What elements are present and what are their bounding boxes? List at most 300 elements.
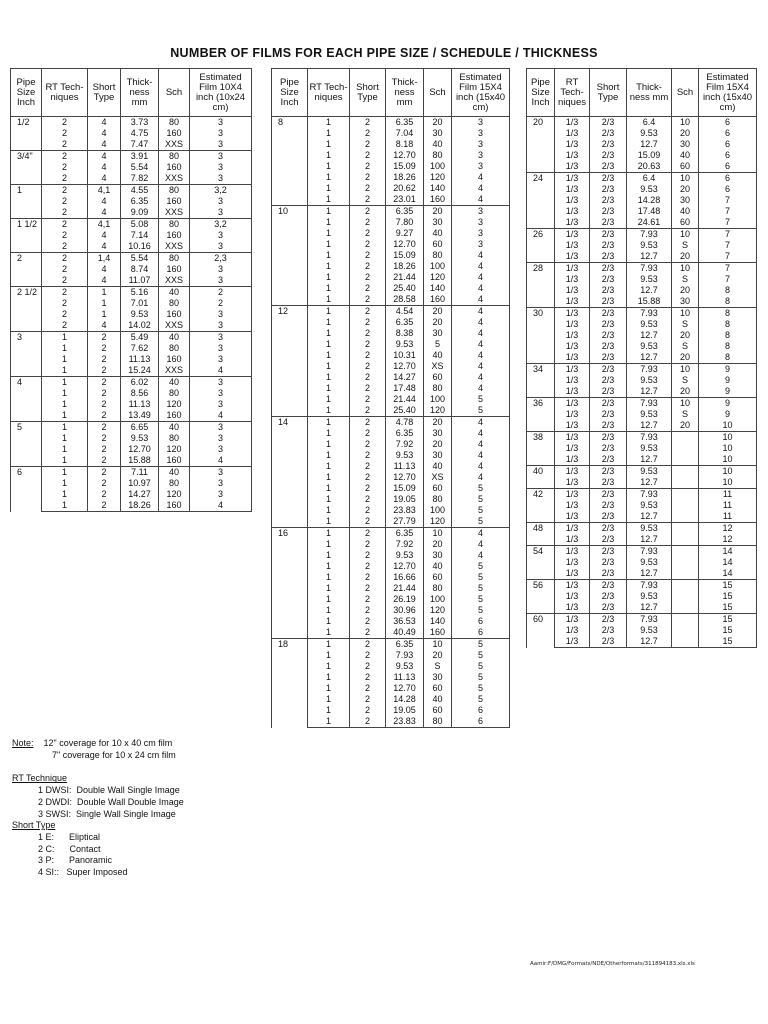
schedule-cell: 60 <box>424 572 452 583</box>
rt-technique-cell: 1 <box>308 294 350 306</box>
schedule-cell: 80 <box>159 388 190 399</box>
short-type-cell: 2 <box>88 478 121 489</box>
thickness-cell: 7.93 <box>627 489 672 501</box>
table-row <box>272 650 510 661</box>
thickness-cell: 21.44 <box>386 272 424 283</box>
film-count-cell: 3 <box>190 444 252 455</box>
thickness-cell: 7.14 <box>121 230 159 241</box>
table-row <box>272 139 510 150</box>
thickness-cell: 8.56 <box>121 388 159 399</box>
table-row <box>11 354 252 365</box>
thickness-cell: 7.92 <box>386 539 424 550</box>
schedule-cell: 10 <box>672 364 699 376</box>
short-type-cell: 2/3 <box>590 580 627 592</box>
pipe-table-small <box>10 68 252 512</box>
film-count-cell: 4 <box>452 472 510 483</box>
table-row <box>272 494 510 505</box>
short-type-cell: 2/3 <box>590 308 627 320</box>
thickness-cell: 7.93 <box>627 229 672 241</box>
table-row <box>527 274 757 285</box>
rt-technique-cell: 1 <box>308 605 350 616</box>
film-count-cell: 3 <box>452 206 510 218</box>
short-type-cell: 2 <box>350 494 386 505</box>
pipe-size-header: Pipe Size Inch <box>272 69 308 117</box>
short-type-cell: 2 <box>350 716 386 728</box>
rt-technique-cell: 1 <box>308 317 350 328</box>
film-count-cell: 4 <box>452 350 510 361</box>
film-count-cell: 4 <box>452 539 510 550</box>
rt-technique-cell: 1/3 <box>555 229 590 241</box>
table-row <box>11 298 252 309</box>
thickness-cell: 7.93 <box>627 398 672 410</box>
film-count-cell: 5 <box>452 405 510 417</box>
rt-technique-cell: 1/3 <box>555 195 590 206</box>
schedule-cell: 10 <box>672 117 699 129</box>
film-count-cell: 6 <box>452 705 510 716</box>
short-type-cell: 2/3 <box>590 443 627 454</box>
schedule-cell: 80 <box>159 185 190 197</box>
table-row <box>11 128 252 139</box>
thickness-cell: 9.53 <box>627 184 672 195</box>
thickness-cell: 7.93 <box>627 614 672 626</box>
schedule-cell: 20 <box>672 420 699 432</box>
rt-technique-cell: 1/3 <box>555 636 590 648</box>
film-count-cell: 6 <box>699 161 757 173</box>
film-count-cell: 4 <box>452 439 510 450</box>
pipe-size-cell: 60 <box>527 614 555 648</box>
short-type-cell: 2 <box>350 139 386 150</box>
schedule-cell <box>672 443 699 454</box>
short-type-cell: 2 <box>350 217 386 228</box>
short-type-cell: 2/3 <box>590 625 627 636</box>
pipe-size-cell: 42 <box>527 489 555 523</box>
thickness-cell: 15.09 <box>386 161 424 172</box>
table-row <box>527 341 757 352</box>
thickness-cell: 40.49 <box>386 627 424 639</box>
short-type-cell: 2/3 <box>590 614 627 626</box>
schedule-cell: 10 <box>672 308 699 320</box>
table-row <box>527 534 757 546</box>
table-row <box>527 443 757 454</box>
short-type-cell: 2/3 <box>590 568 627 580</box>
film-count-cell: 6 <box>699 184 757 195</box>
rt-technique-cell: 1 <box>308 239 350 250</box>
thickness-cell: 6.35 <box>386 639 424 651</box>
schedule-cell <box>672 500 699 511</box>
short-type-header: Short Type <box>350 69 386 117</box>
schedule-cell: 5 <box>424 339 452 350</box>
thickness-cell: 5.16 <box>121 287 159 299</box>
rt-technique-cell: 1 <box>308 472 350 483</box>
rt-technique-cell: 1/3 <box>555 240 590 251</box>
short-type-cell: 2/3 <box>590 139 627 150</box>
film-count-cell: 4 <box>452 172 510 183</box>
table-row <box>272 472 510 483</box>
rt-technique-cell: 1/3 <box>555 546 590 558</box>
table-row <box>272 328 510 339</box>
table-row <box>527 546 757 558</box>
thickness-cell: 18.26 <box>386 172 424 183</box>
short-type-cell: 2 <box>88 354 121 365</box>
rt-technique-cell: 2 <box>42 139 88 151</box>
thickness-cell: 21.44 <box>386 394 424 405</box>
schedule-cell: 160 <box>159 410 190 422</box>
schedule-cell: 10 <box>672 263 699 275</box>
film-count-cell: 5 <box>452 683 510 694</box>
film-count-cell: 6 <box>699 117 757 129</box>
table-row <box>272 483 510 494</box>
pipe-size-cell: 10 <box>272 206 308 306</box>
film-count-cell: 15 <box>699 602 757 614</box>
short-type-cell: 2 <box>350 561 386 572</box>
short-type-cell: 2 <box>350 183 386 194</box>
thickness-cell: 11.13 <box>121 399 159 410</box>
table-row <box>527 173 757 185</box>
rt-technique-cell: 1 <box>42 433 88 444</box>
short-type-cell: 4 <box>88 264 121 275</box>
thickness-cell: 14.28 <box>627 195 672 206</box>
table-row <box>272 672 510 683</box>
short-type-cell: 2 <box>350 572 386 583</box>
schedule-cell: 30 <box>424 217 452 228</box>
rt-technique-cell: 2 <box>42 230 88 241</box>
rt-technique-cell: 1/3 <box>555 296 590 308</box>
thickness-cell: 11.13 <box>386 461 424 472</box>
short-type-cell: 2 <box>350 627 386 639</box>
rt-technique-cell: 1 <box>308 594 350 605</box>
film-count-cell: 3 <box>190 332 252 344</box>
rt-technique-cell: 1 <box>42 354 88 365</box>
short-type-cell: 2 <box>88 433 121 444</box>
film-count-cell: 10 <box>699 477 757 489</box>
table-row <box>272 128 510 139</box>
thickness-cell: 9.53 <box>386 661 424 672</box>
thickness-cell: 12.7 <box>627 477 672 489</box>
thickness-cell: 4.78 <box>386 417 424 429</box>
schedule-cell: 40 <box>672 150 699 161</box>
short-type-cell: 2/3 <box>590 184 627 195</box>
short-type-cell: 2 <box>350 483 386 494</box>
film-count-cell: 3 <box>190 230 252 241</box>
schedule-cell <box>672 466 699 478</box>
short-type-cell: 2 <box>350 594 386 605</box>
table-row <box>272 250 510 261</box>
rt-technique-cell: 1/3 <box>555 128 590 139</box>
rt-technique-cell: 1/3 <box>555 591 590 602</box>
film-count-cell: 4 <box>452 461 510 472</box>
table-row <box>527 150 757 161</box>
schedule-cell: XXS <box>159 275 190 287</box>
thickness-cell: 15.09 <box>386 250 424 261</box>
rt-technique-cell: 1/3 <box>555 217 590 229</box>
rt-technique-cell: 1 <box>308 217 350 228</box>
schedule-cell <box>672 432 699 444</box>
table-row <box>272 172 510 183</box>
table-row <box>527 454 757 466</box>
page-title: NUMBER OF FILMS FOR EACH PIPE SIZE / SCHEDULE / THICKNESS <box>170 46 598 60</box>
film-count-cell: 4 <box>452 417 510 429</box>
film-count-cell: 2 <box>190 298 252 309</box>
film-count-cell: 3 <box>452 161 510 172</box>
table-row <box>272 150 510 161</box>
schedule-cell <box>672 546 699 558</box>
schedule-cell: 10 <box>424 639 452 651</box>
short-type-cell: 2 <box>88 444 121 455</box>
film-count-cell: 2,3 <box>190 253 252 265</box>
thickness-cell: 14.02 <box>121 320 159 332</box>
short-type-cell: 2 <box>350 117 386 129</box>
thickness-cell: 9.53 <box>627 409 672 420</box>
rt-technique-cell: 1 <box>308 650 350 661</box>
short-type-cell: 2 <box>350 450 386 461</box>
table-row <box>527 523 757 535</box>
film-count-cell: 3 <box>452 139 510 150</box>
schedule-cell: 20 <box>672 184 699 195</box>
schedule-cell <box>672 602 699 614</box>
short-type-cell: 2/3 <box>590 161 627 173</box>
rt-technique-cell: 1/3 <box>555 523 590 535</box>
rt-technique-cell: 1 <box>308 639 350 651</box>
table-row <box>11 185 252 197</box>
table-row <box>527 489 757 501</box>
notes-section <box>12 738 184 879</box>
rt-technique-cell: 1 <box>42 332 88 344</box>
film-count-cell: 3 <box>190 162 252 173</box>
schedule-cell: 10 <box>672 398 699 410</box>
thickness-cell: 14.27 <box>121 489 159 500</box>
thickness-cell: 12.70 <box>386 239 424 250</box>
schedule-cell: 100 <box>424 394 452 405</box>
thickness-cell: 24.61 <box>627 217 672 229</box>
table-row <box>272 306 510 318</box>
film-count-cell: 3 <box>190 422 252 434</box>
film-count-cell: 3 <box>190 173 252 185</box>
rt-technique-cell: 1 <box>308 339 350 350</box>
short-type-cell: 2/3 <box>590 409 627 420</box>
rt-technique-header: RT Tech- niques <box>42 69 88 117</box>
short-type-cell: 2 <box>350 294 386 306</box>
thickness-cell: 15.88 <box>121 455 159 467</box>
short-type-cell: 2/3 <box>590 330 627 341</box>
table-row <box>11 500 252 512</box>
short-type-cell: 2 <box>88 489 121 500</box>
pipe-size-cell: 1/2 <box>11 117 42 151</box>
rt-technique-cell: 1/3 <box>555 161 590 173</box>
table-row <box>527 117 757 129</box>
short-type-cell: 2/3 <box>590 534 627 546</box>
short-type-cell: 4 <box>88 196 121 207</box>
rt-technique-cell: 1/3 <box>555 454 590 466</box>
thickness-cell: 9.53 <box>386 339 424 350</box>
rt-technique-cell: 1 <box>308 716 350 728</box>
pipe-size-cell: 3 <box>11 332 42 377</box>
thickness-cell: 9.09 <box>121 207 159 219</box>
short-type-item: 1 E: Eliptical <box>38 831 101 842</box>
film-count-cell: 4 <box>452 450 510 461</box>
schedule-cell: 10 <box>672 173 699 185</box>
short-type-cell: 2 <box>350 250 386 261</box>
table-row <box>11 410 252 422</box>
thickness-cell: 7.93 <box>627 580 672 592</box>
film-count-cell: 3,2 <box>190 185 252 197</box>
pipe-size-header: Pipe Size Inch <box>11 69 42 117</box>
short-type-cell: 1,4 <box>88 253 121 265</box>
pipe-size-cell: 6 <box>11 467 42 512</box>
film-count-cell: 9 <box>699 409 757 420</box>
rt-technique-cell: 1 <box>42 455 88 467</box>
schedule-cell: 160 <box>159 264 190 275</box>
pipe-size-cell: 36 <box>527 398 555 432</box>
short-type-cell: 2/3 <box>590 489 627 501</box>
table-row <box>11 478 252 489</box>
thickness-cell: 7.93 <box>627 432 672 444</box>
thickness-cell: 30.96 <box>386 605 424 616</box>
short-type-cell: 2/3 <box>590 523 627 535</box>
table-row <box>272 161 510 172</box>
schedule-cell: 80 <box>424 150 452 161</box>
rt-technique-cell: 1/3 <box>555 477 590 489</box>
film-count-cell: 4 <box>452 261 510 272</box>
thickness-cell: 23.01 <box>386 194 424 206</box>
table-row <box>272 283 510 294</box>
short-type-cell: 1 <box>88 309 121 320</box>
film-count-cell: 4 <box>452 383 510 394</box>
film-count-cell: 5 <box>452 494 510 505</box>
short-type-cell: 4 <box>88 320 121 332</box>
rt-technique-cell: 1/3 <box>555 173 590 185</box>
pipe-size-cell: 48 <box>527 523 555 546</box>
schedule-cell: 120 <box>424 272 452 283</box>
film-count-cell: 4 <box>452 194 510 206</box>
table-row <box>272 361 510 372</box>
table-row <box>272 450 510 461</box>
thickness-cell: 7.93 <box>627 263 672 275</box>
schedule-cell: 40 <box>424 350 452 361</box>
schedule-cell: 40 <box>159 332 190 344</box>
table-row <box>272 239 510 250</box>
rt-technique-cell: 1/3 <box>555 386 590 398</box>
table-row <box>11 196 252 207</box>
pipe-table-large <box>526 68 757 648</box>
film-count-cell: 5 <box>452 394 510 405</box>
rt-technique-cell: 1 <box>42 500 88 512</box>
table-row <box>272 705 510 716</box>
rt-technique-cell: 1/3 <box>555 511 590 523</box>
film-count-cell: 11 <box>699 511 757 523</box>
pipe-size-cell: 20 <box>527 117 555 173</box>
table-row <box>272 561 510 572</box>
thickness-cell: 9.27 <box>386 228 424 239</box>
film-count-cell: 15 <box>699 580 757 592</box>
thickness-cell: 27.79 <box>386 516 424 528</box>
film-count-cell: 8 <box>699 319 757 330</box>
schedule-cell: 20 <box>672 330 699 341</box>
thickness-cell: 7.11 <box>121 467 159 479</box>
schedule-cell: 80 <box>159 298 190 309</box>
rt-technique-cell: 1 <box>308 405 350 417</box>
thickness-cell: 12.70 <box>386 150 424 161</box>
film-count-cell: 14 <box>699 546 757 558</box>
rt-technique-cell: 1/3 <box>555 580 590 592</box>
rt-technique-cell: 2 <box>42 241 88 253</box>
film-count-cell: 6 <box>699 150 757 161</box>
rt-technique-cell: 1/3 <box>555 489 590 501</box>
short-type-cell: 2 <box>350 505 386 516</box>
film-count-cell: 3 <box>452 217 510 228</box>
short-type-cell: 2 <box>350 516 386 528</box>
film-count-cell: 4 <box>190 365 252 377</box>
rt-technique-cell: 1 <box>308 516 350 528</box>
table-row <box>11 287 252 299</box>
file-path-footer: Aamir:F/DMG/Formats/NDE/Otherformats/311894183.xls.xls <box>530 961 695 967</box>
table-row <box>527 375 757 386</box>
thickness-cell: 6.35 <box>121 196 159 207</box>
rt-technique-cell: 1/3 <box>555 557 590 568</box>
rt-item: 3 SWSI: Single Wall Single Image <box>38 808 176 819</box>
pipe-size-cell: 3/4" <box>11 151 42 185</box>
schedule-cell: 10 <box>424 528 452 540</box>
short-type-cell: 2/3 <box>590 364 627 376</box>
short-type-cell: 2/3 <box>590 432 627 444</box>
table-row <box>527 386 757 398</box>
schedule-cell: 40 <box>159 377 190 389</box>
film-count-cell: 5 <box>452 583 510 594</box>
thickness-cell: 11.13 <box>386 672 424 683</box>
rt-technique-cell: 1 <box>308 372 350 383</box>
rt-technique-cell: 1/3 <box>555 352 590 364</box>
table-row <box>527 614 757 626</box>
table-row <box>11 275 252 287</box>
schedule-cell: 30 <box>424 328 452 339</box>
table-row <box>11 207 252 219</box>
pipe-size-header: Pipe Size Inch <box>527 69 555 117</box>
thickness-cell: 6.35 <box>386 206 424 218</box>
film-count-cell: 11 <box>699 500 757 511</box>
film-count-cell: 15 <box>699 636 757 648</box>
short-type-cell: 2/3 <box>590 375 627 386</box>
schedule-cell: 140 <box>424 283 452 294</box>
thickness-cell: 12.70 <box>386 683 424 694</box>
film-count-cell: 3 <box>452 228 510 239</box>
table-row <box>11 332 252 344</box>
film-count-cell: 6 <box>452 616 510 627</box>
table-row <box>527 217 757 229</box>
table-row <box>527 636 757 648</box>
thickness-cell: 9.53 <box>627 625 672 636</box>
table-row <box>527 591 757 602</box>
schedule-cell: 80 <box>424 716 452 728</box>
rt-technique-cell: 1/3 <box>555 398 590 410</box>
rt-technique-cell: 1/3 <box>555 602 590 614</box>
thickness-cell: 36.53 <box>386 616 424 627</box>
thickness-cell: 14.27 <box>386 372 424 383</box>
table-row <box>11 162 252 173</box>
table-row <box>527 432 757 444</box>
short-type-cell: 2/3 <box>590 274 627 285</box>
schedule-cell: 160 <box>159 309 190 320</box>
table-row <box>527 319 757 330</box>
film-count-cell: 3 <box>190 241 252 253</box>
thickness-cell: 11.13 <box>121 354 159 365</box>
short-type-cell: 2 <box>88 399 121 410</box>
short-type-cell: 2/3 <box>590 206 627 217</box>
short-type-cell: 2 <box>88 410 121 422</box>
short-type-cell: 2 <box>350 306 386 318</box>
short-type-cell: 2/3 <box>590 352 627 364</box>
table-row <box>527 285 757 296</box>
short-type-cell: 2 <box>350 417 386 429</box>
rt-technique-cell: 1 <box>308 505 350 516</box>
